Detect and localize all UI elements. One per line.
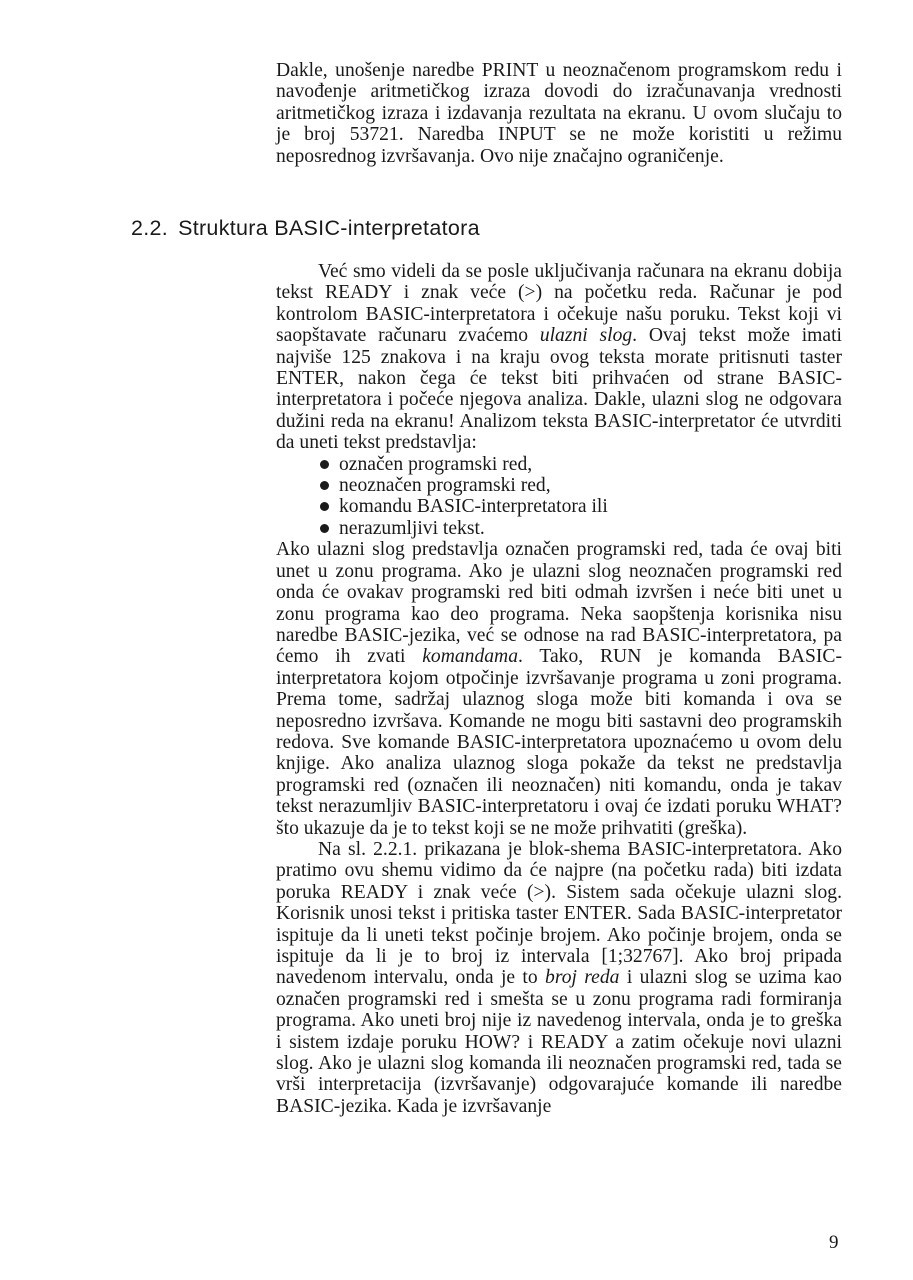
paragraph-2 [276,539,842,839]
list-item-text: nerazumljivi tekst. [339,517,485,539]
term-ulazni-slog: ulazni slog [539,325,633,347]
section-number: 2.2. [131,216,169,240]
list-item-text: označen programski red, [339,453,533,475]
term-broj-reda: broj reda [545,967,620,989]
list-item-text: komandu BASIC-interpretatora ili [339,496,608,518]
list-item [320,454,842,475]
term-komandama: komandama [422,646,518,668]
section-title: Struktura BASIC-interpretatora [178,216,480,240]
bullet-icon [320,460,329,469]
paragraph-3-part-a: Na sl. 2.2.1. prikazana je blok-shema BASIC-interpretatora. Ako pratimo ovu shemu vidimo da će najpre (na početku rada) biti izdata poruka READY i znak veće (>). Sistem sada očekuje ulazni slog. Korisnik unosi tekst i pritiska taster ENTER. Sada BASIC-interpretator ispituje da li uneti tekst počinje brojem. Ako počinje brojem, onda se ispituje da li je to broj iz intervala [1;32767]. Ako broj pripada navedenom intervalu, onda je to [276,838,842,989]
paragraph-1 [276,261,842,454]
list-item-text: neoznačen programski red, [339,475,551,497]
paragraph-2-part-a: Ako ulazni slog predstavlja označen programski red, tada će ovaj biti unet u zonu programa. Ako je ulazni slog neoznačen programski red onda će ovakav programski red biti odmah izvršen i neće biti unet u zonu programa kao deo programa. Neka saopštenja korisnika nisu naredbe BASIC-jezika, već se odnose na rad BASIC-interpretatora, pa ćemo ih zvati [276,539,842,668]
intro-paragraph [276,60,842,167]
list-item [320,496,842,517]
section-heading [131,216,480,241]
bullet-icon [320,502,329,511]
intro-text: Dakle, unošenje naredbe PRINT u neoznačenom programskom redu i navođenje aritmetičkog izraza dovodi do izračunavanja vrednosti aritmetičkog izraza i izdavanja rezultata na ekranu. U ovom slučaju to je broj 53721. Naredba INPUT se ne može koristiti u režimu neposrednog izvršavanja. Ovo nije značajno ograničenje. [276,60,842,167]
paragraph-2-part-c: . Tako, RUN je komanda BASIC-interpretatora kojom otpočinje izvršavanje programa u zoni programa. Prema tome, sadržaj ulaznog sloga može biti komanda i ova se neposredno izvršava. Komande ne mogu biti sastavni deo programskih redova. Sve komande BASIC-interpretatora upoznaćemo u ovom delu knjige. Ako analiza ulaznog sloga pokaže da tekst ne predstavlja programski red (označen ili neoznačen) niti komandu, onda je takav tekst nerazumljiv BASIC-interpretatoru i ovaj će izdati poruku WHAT? što ukazuje da je to tekst koji se ne može prihvatiti (greška). [276,646,842,839]
paragraph-1-part-a: Već smo videli da se posle uključivanja računara na ekranu dobija tekst READY i znak veće (>) na početku reda. Računar je pod kontrolom BASIC-interpretatora i očekuje našu poruku. Tekst koji vi saopštavate računaru zvaćemo [276,261,842,347]
paragraph-3-part-c: i ulazni slog se uzima kao označen programski red i smešta se u zonu programa radi formiranja programa. Ako uneti broj nije iz navedenog intervala, onda je to greška i sistem izdaje poruku HOW? i READY a zatim očekuje novi ulazni slog. Ako je ulazni slog komanda ili neoznačen programski red, tada se vrši interpretacija (izvršavanje) odgovarajuće komande ili naredbe BASIC-jezika. Kada je izvršavanje [276,967,842,1117]
list-item [320,475,842,496]
section-body [276,261,842,1117]
paragraph-1-part-c: . Ovaj tekst može imati najviše 125 znakova i na kraju ovog teksta morate pritisnuti taster ENTER, nakon čega će tekst biti prihvaćen od strane BASIC-interpretatora i počeće njegova analiza. Dakle, ulazni slog ne odgovara dužini reda na ekranu! Analizom teksta BASIC-interpretator će utvrditi da uneti tekst predstavlja: [276,325,842,454]
page-number: 9 [829,1232,839,1253]
bullet-icon [320,524,329,533]
paragraph-3 [276,839,842,1117]
bullet-list [276,454,842,540]
list-item [320,518,842,539]
bullet-icon [320,481,329,490]
